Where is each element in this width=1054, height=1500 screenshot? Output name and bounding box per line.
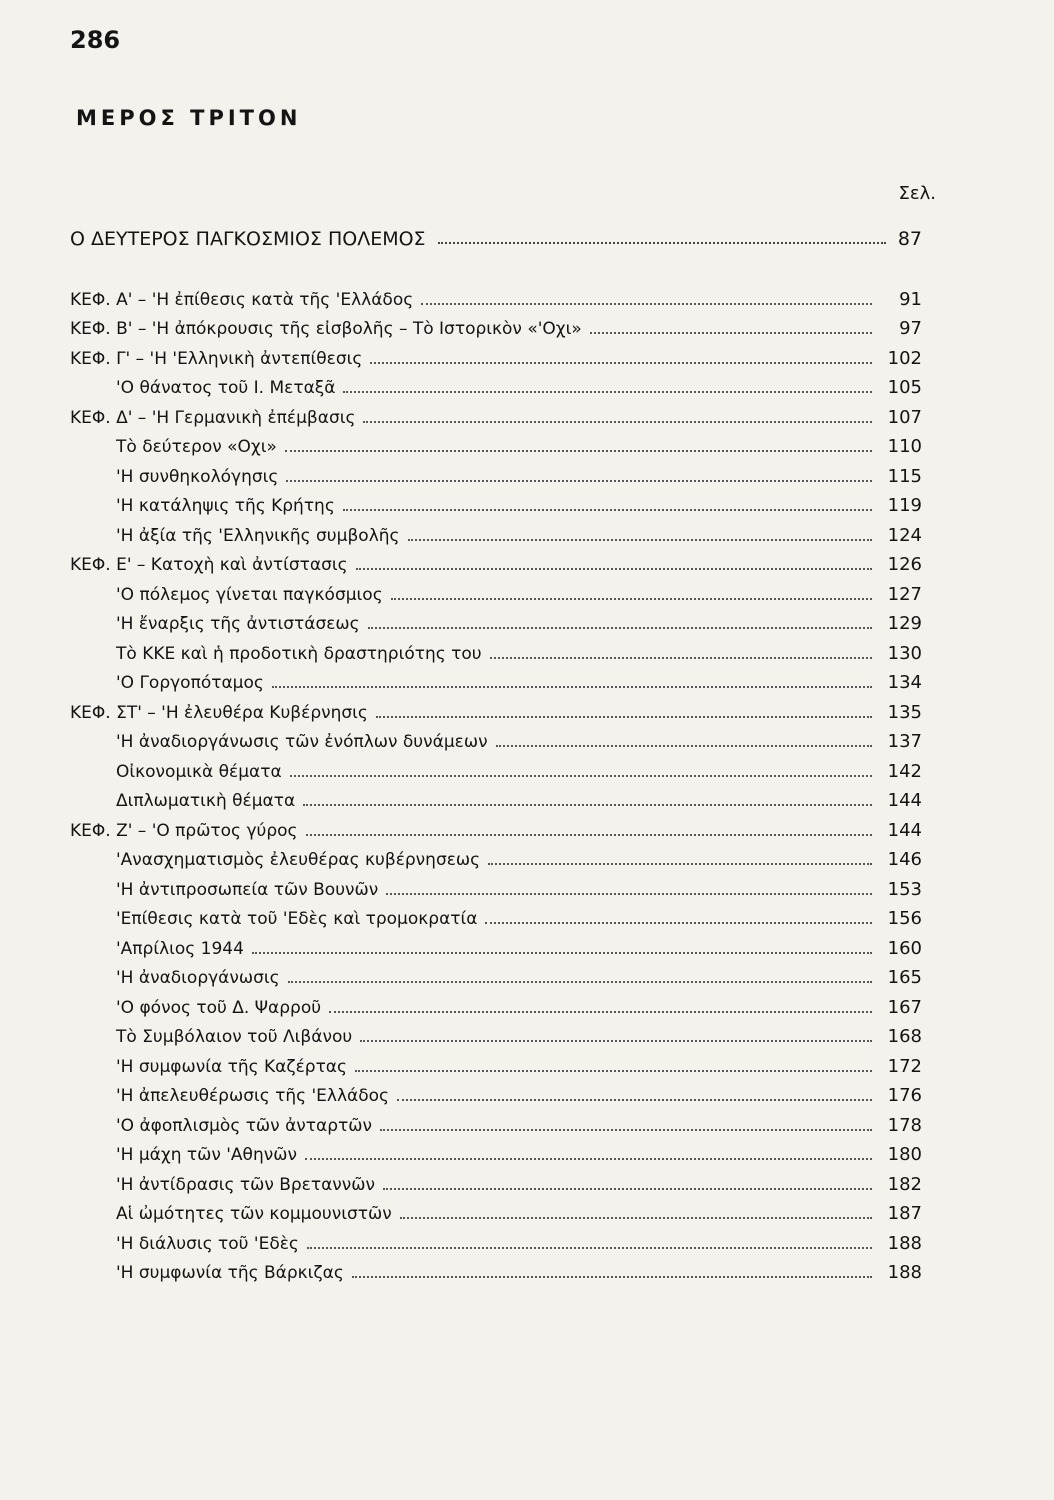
- toc-entry-page: 144: [887, 819, 922, 841]
- toc-entry-page: 127: [887, 583, 922, 605]
- dot-leader: [386, 893, 872, 895]
- toc-subentry: [70, 1047, 922, 1077]
- toc-entry-title: 'Η ἔναρξις τῆς ἀντιστάσεως: [116, 614, 360, 634]
- toc-subentry: [70, 634, 922, 664]
- toc-subentry: [70, 1018, 922, 1048]
- toc-entry-page: 178: [887, 1114, 922, 1136]
- toc-subentry: [70, 605, 922, 635]
- toc-entry-page: 135: [887, 701, 922, 723]
- page-column-label: Σελ.: [898, 183, 936, 204]
- dot-leader: [343, 391, 872, 393]
- dot-leader: [421, 303, 872, 305]
- toc-chapter: [70, 546, 922, 576]
- toc-entry-title: 'Η ἀντιπροσωπεία τῶν Βουνῶν: [116, 879, 379, 900]
- toc-entry-page: 182: [887, 1173, 922, 1195]
- toc-subentry: [70, 428, 922, 458]
- toc-entry-page: 146: [887, 849, 922, 870]
- dot-leader: [360, 1040, 872, 1042]
- toc-subentry: [70, 1106, 922, 1136]
- toc-entry-title: ΚΕΦ. Β' – 'Η ἀπόκρουσις τῆς εἰσβολῆς – Τὸ Ιστορικὸν «'Οχι»: [70, 319, 582, 339]
- toc-entry-page: 172: [887, 1055, 922, 1077]
- toc-entry-title: Αἱ ὠμότητες τῶν κομμουνιστῶν: [116, 1204, 392, 1224]
- dot-leader: [490, 657, 872, 659]
- dot-leader: [370, 362, 872, 364]
- dot-leader: [343, 509, 872, 511]
- toc-entry-title: 'Η ἀναδιοργάνωσις: [116, 968, 280, 988]
- toc-subentry: [70, 1077, 922, 1107]
- toc-entry-title: 'Η ἀξία τῆς 'Ελληνικῆς συμβολῆς: [116, 525, 400, 546]
- toc-entry-page: 142: [887, 760, 922, 782]
- toc-entry-page: 126: [887, 554, 922, 575]
- toc-entry-title: 'Ανασχηματισμὸς ἐλευθέρας κυβέρνησεως: [116, 850, 481, 870]
- dot-leader: [307, 1247, 872, 1249]
- toc-entry-page: 134: [887, 672, 922, 693]
- toc-entry-title: 'Η συνθηκολόγησις: [116, 466, 279, 487]
- toc-entry-title: 'Η συμφωνία τῆς Καζέρτας: [116, 1056, 347, 1077]
- toc-entry-title: Τὸ Συμβόλαιον τοῦ Λιβάνου: [116, 1027, 353, 1047]
- dot-leader: [285, 450, 872, 452]
- toc-chapter: [70, 398, 922, 428]
- toc-entry-title: 'Η μάχη τῶν 'Αθηνῶν: [116, 1145, 297, 1165]
- toc-subentry: [70, 664, 922, 694]
- toc-entry-page: 188: [887, 1232, 922, 1254]
- toc-entry-title: 'Ο ἀφοπλισμὸς τῶν ἀνταρτῶν: [116, 1115, 372, 1136]
- toc-chapter: [70, 310, 922, 340]
- toc-entry-title: ΚΕΦ. Δ' – 'Η Γερμανικὴ ἐπέμβασις: [70, 407, 356, 428]
- toc-entry-title: 'Η ἀπελευθέρωσις τῆς 'Ελλάδος: [116, 1086, 390, 1106]
- toc-entry-page: 168: [887, 1026, 922, 1047]
- toc-entry-title: 'Η ἀντίδρασις τῶν Βρεταννῶν: [116, 1174, 376, 1195]
- main-heading-title: Ο ΔΕΥΤΕΡΟΣ ΠΑΓΚΟΣΜΙΟΣ ΠΟΛΕΜΟΣ: [70, 228, 426, 250]
- toc-subentry: [70, 1224, 922, 1254]
- toc-entry-title: ΚΕΦ. ΣΤ' – 'Η ἐλευθέρα Κυβέρνησις: [70, 702, 368, 723]
- toc-chapter: [70, 339, 922, 369]
- main-heading-page: 87: [897, 228, 922, 250]
- dot-leader: [303, 804, 872, 806]
- toc-entry-page: 91: [899, 288, 922, 310]
- table-of-contents: [70, 280, 922, 1283]
- toc-entry-page: 137: [887, 731, 922, 752]
- toc-subentry: [70, 723, 922, 753]
- toc-entry-title: Διπλωματικὴ θέματα: [116, 791, 296, 811]
- dot-leader: [438, 242, 886, 244]
- toc-entry-page: 167: [887, 996, 922, 1018]
- toc-entry-title: 'Ο φόνος τοῦ Δ. Ψαρροῦ: [116, 997, 322, 1018]
- toc-chapter: [70, 280, 922, 310]
- toc-entry-title: 'Η κατάληψις τῆς Κρήτης: [116, 496, 335, 516]
- toc-chapter: [70, 811, 922, 841]
- toc-entry-page: 130: [887, 642, 922, 664]
- toc-entry-page: 156: [887, 908, 922, 929]
- toc-entry-title: 'Επίθεσις κατὰ τοῦ 'Εδὲς καὶ τρομοκρατία: [116, 909, 478, 929]
- toc-entry-page: 165: [887, 967, 922, 988]
- dot-leader: [383, 1188, 872, 1190]
- toc-entry-title: Τὸ δεύτερον «Οχι»: [116, 437, 277, 457]
- toc-entry-title: 'Ο Γοργοπόταμος: [116, 673, 264, 693]
- toc-entry-page: 160: [887, 937, 922, 959]
- dot-leader: [488, 863, 872, 865]
- toc-subentry: [70, 1195, 922, 1225]
- toc-entry-page: 176: [887, 1085, 922, 1106]
- toc-subentry: [70, 1136, 922, 1166]
- dot-leader: [363, 421, 872, 423]
- toc-entry-title: Οἰκονομικὰ θέματα: [116, 761, 282, 782]
- page-number: 286: [70, 26, 121, 54]
- dot-leader: [380, 1129, 872, 1131]
- dot-leader: [288, 981, 872, 983]
- dot-leader: [305, 1158, 872, 1160]
- toc-entry-title: 'Ο πόλεμος γίνεται παγκόσμιος: [116, 584, 383, 605]
- toc-entry-page: 107: [887, 406, 922, 428]
- toc-entry-page: 119: [887, 495, 922, 516]
- toc-subentry: [70, 487, 922, 517]
- toc-entry-title: ΚΕΦ. Γ' – 'Η 'Ελληνικὴ ἀντεπίθεσις: [70, 348, 363, 369]
- dot-leader: [496, 745, 872, 747]
- toc-entry-page: 144: [887, 790, 922, 811]
- toc-entry-page: 110: [887, 436, 922, 457]
- dot-leader: [306, 834, 872, 836]
- toc-entry-title: 'Η διάλυσις τοῦ 'Εδὲς: [116, 1233, 299, 1254]
- toc-subentry: [70, 457, 922, 487]
- toc-entry-page: 187: [887, 1203, 922, 1224]
- toc-entry-page: 188: [887, 1262, 922, 1283]
- toc-entry-title: 'Ο θάνατος τοῦ Ι. Μεταξᾶ: [116, 378, 336, 398]
- toc-subentry: [70, 369, 922, 399]
- dot-leader: [400, 1217, 872, 1219]
- toc-entry-page: 115: [887, 465, 922, 487]
- toc-entry-page: 180: [887, 1144, 922, 1165]
- part-title: ΜΕΡΟΣ ΤΡΙΤΟΝ: [76, 106, 302, 130]
- toc-subentry: [70, 900, 922, 930]
- toc-entry-title: ΚΕΦ. Α' – 'Η ἐπίθεσις κατὰ τῆς 'Ελλάδος: [70, 289, 414, 310]
- dot-leader: [352, 1276, 872, 1278]
- toc-subentry: [70, 841, 922, 871]
- dot-leader: [252, 952, 872, 954]
- dot-leader: [408, 539, 872, 541]
- toc-entry-page: 129: [887, 613, 922, 634]
- dot-leader: [397, 1099, 872, 1101]
- dot-leader: [590, 332, 872, 334]
- toc-subentry: [70, 870, 922, 900]
- toc-entry-page: 124: [887, 524, 922, 546]
- toc-entry-title: 'Η συμφωνία τῆς Βάρκιζας: [116, 1263, 344, 1283]
- dot-leader: [485, 922, 872, 924]
- dot-leader: [329, 1011, 872, 1013]
- dot-leader: [368, 627, 872, 629]
- toc-entry-page: 97: [899, 318, 922, 339]
- toc-entry-title: Τὸ ΚΚΕ καὶ ἡ προδοτικὴ δραστηριότης του: [116, 643, 482, 664]
- toc-subentry: [70, 988, 922, 1018]
- dot-leader: [290, 775, 872, 777]
- toc-subentry: [70, 929, 922, 959]
- toc-subentry: [70, 1165, 922, 1195]
- dot-leader: [391, 598, 872, 600]
- toc-entry-title: 'Απρίλιος 1944: [116, 938, 244, 959]
- toc-entry-title: 'Η ἀναδιοργάνωσις τῶν ἐνόπλων δυνάμεων: [116, 732, 488, 752]
- main-heading-row: [70, 228, 922, 250]
- toc-subentry: [70, 1254, 922, 1284]
- toc-subentry: [70, 752, 922, 782]
- toc-subentry: [70, 575, 922, 605]
- toc-subentry: [70, 959, 922, 989]
- dot-leader: [355, 1070, 872, 1072]
- toc-entry-page: 153: [887, 878, 922, 900]
- toc-subentry: [70, 782, 922, 812]
- toc-chapter: [70, 693, 922, 723]
- dot-leader: [376, 716, 872, 718]
- toc-entry-page: 105: [887, 377, 922, 398]
- toc-entry-title: ΚΕΦ. Ζ' – 'Ο πρῶτος γύρος: [70, 820, 298, 841]
- dot-leader: [286, 480, 872, 482]
- dot-leader: [272, 686, 872, 688]
- toc-entry-title: ΚΕΦ. Ε' – Κατοχὴ καὶ ἀντίστασις: [70, 555, 348, 575]
- dot-leader: [356, 568, 872, 570]
- toc-subentry: [70, 516, 922, 546]
- toc-entry-page: 102: [887, 347, 922, 369]
